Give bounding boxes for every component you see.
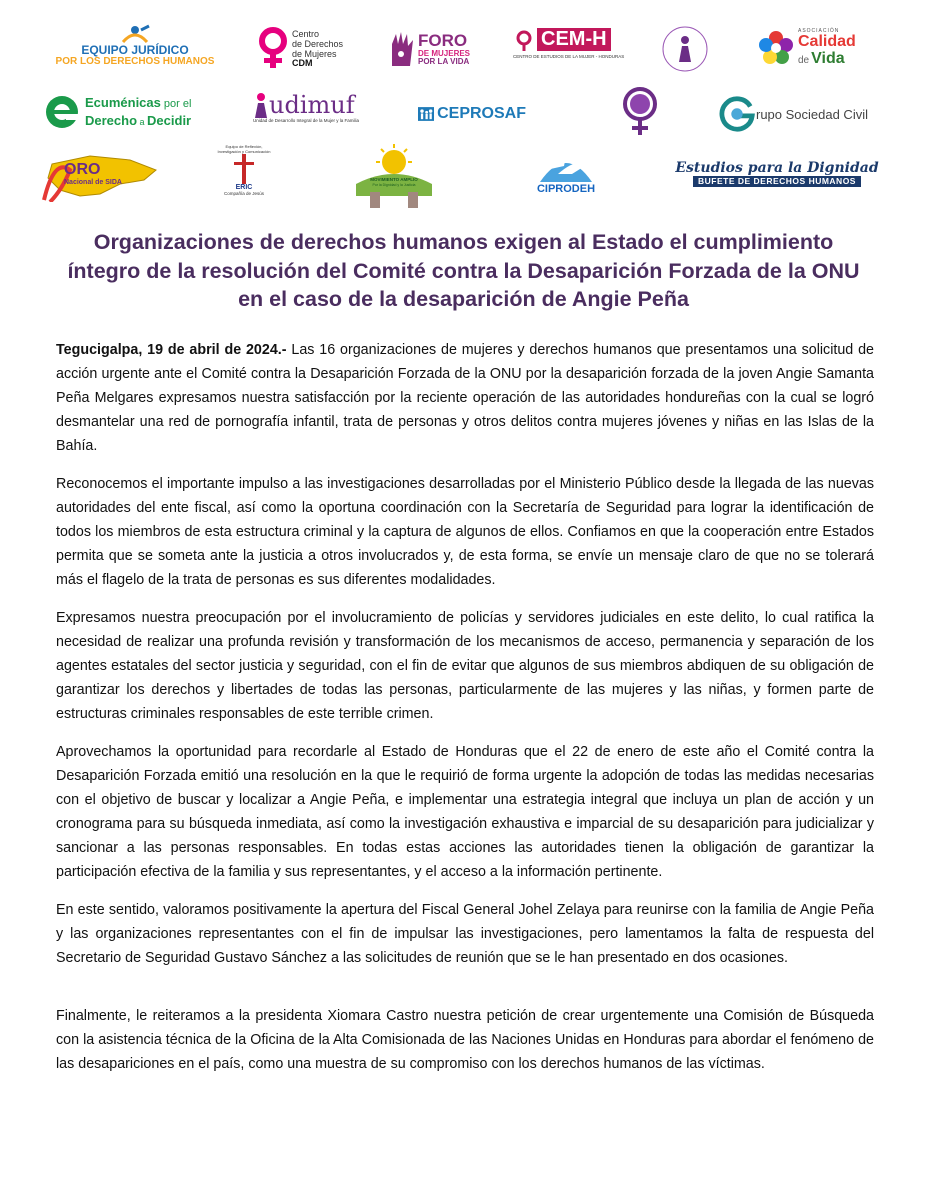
logo-ciprodeh — [526, 150, 606, 204]
cdm-line2: de Derechos — [292, 39, 344, 50]
calidad-flower-icon — [758, 30, 794, 66]
movimiento-line1: MOVIMIENTO AMPLIO — [370, 177, 418, 182]
udimuf-figure-icon — [253, 92, 269, 118]
ecumenicas-e-icon — [44, 94, 80, 130]
foro-sida-line1: ORO — [64, 161, 101, 178]
estudios-line1: Estudios para la Dignidad — [675, 160, 879, 176]
women-circle-icon — [660, 24, 710, 74]
sociedad-name: rupo Sociedad Civil — [755, 106, 868, 122]
logo-equipo-juridico — [55, 24, 215, 72]
logo-eric — [216, 144, 272, 210]
logo-foro-nacional-sida — [40, 150, 158, 202]
estudios-line2: BUFETE DE DERECHOS HUMANOS — [693, 176, 861, 187]
calidad-line3: Vida — [811, 50, 845, 67]
paragraph-6: Finalmente, le reiteramos a la presidenta Xiomara Castro nuestra petición de crear urgentemente una Comisión de Búsqueda con la asistencia técnica de la Oficina de la Alta Comisionada de las Naciones Unidas en Honduras para abordar el fenómeno de las desapariciones en el país, como una muestra de su compromiso con los derechos humanos de las víctimas. — [56, 1008, 874, 1072]
equipo-juridico-line1: EQUIPO JURÍDICO — [81, 43, 189, 57]
venus-symbol-icon — [618, 86, 662, 138]
paragraph-4: Aprovechamos la oportunidad para recordarle al Estado de Honduras que el 22 de enero de este año el Comité contra la Desaparición Forzada emitió una resolución en la que le requirió de forma urgente la adopción de todas las medidas necesarias con el objetivo de buscar y localizar a Angie Peña, e implementar una estrategia integral que incluya un plan de acción y un cronograma para su búsqueda inmediata, así como la investigación exhaustiva e imparcial de su desaparición para judicializar y sancionar a las personas responsables. En todas estas acciones las autoridades tienen la obligación de garantizar la participación efectiva de la familia y sus representantes, y el acceso a la información pertinente. — [56, 744, 874, 880]
page-title: Organizaciones de derechos humanos exigen al Estado el cumplimiento íntegro de la resolución del Comité contra la Desaparición Forzada de la ONU en el caso de la desaparición de Angie Peña — [67, 230, 860, 311]
udimuf-subtitle: Unidad de Desarrollo Integral de la Mujer y la Familia — [253, 118, 360, 123]
logo-ceprosaf — [418, 100, 526, 128]
foro-sida-line2: Nacional de SIDA — [64, 178, 122, 186]
foro-mujeres-line2: DE MUJERES — [418, 48, 471, 58]
ecumenicas-word: Ecuménicas — [85, 95, 161, 110]
press-release-body — [56, 338, 874, 1090]
cdm-line1: Centro — [292, 29, 320, 40]
cem-h-name: CEM-H — [537, 28, 611, 51]
logo-cdm — [258, 24, 358, 74]
foro-hand-icon — [386, 30, 416, 68]
logo-grupo-sociedad-civil — [718, 94, 868, 134]
eric-cross-icon — [232, 154, 256, 184]
paragraph-3: Expresamos nuestra preocupación por el involucramiento de policías y servidores judiciales en este delito, lo cual ratifica la necesidad de realizar una profunda revisión y transformación de los mecanismos de acceso, permanencia y separación de los agentes estatales del sector justicia y seguridad, con el fin de evitar que algunos de sus miembros abdiquen de su obligación de garantizar los derechos y libertades de todas las personas, particularmente de las mujeres y las niñas, y formen parte de estructuras criminales responsables de este terrible crimen. — [56, 610, 874, 722]
paragraph-5: En este sentido, valoramos positivamente la apertura del Fiscal General Johel Zelaya para reunirse con la familia de Angie Peña y las organizaciones representantes con el fin de impulsar las investigaciones, pero lamentamos la falta de respuesta del Secretario de Seguridad Gustavo Sánchez a las solicitudes de reunión que se le han presentado en dos ocasiones. — [56, 902, 874, 966]
cdm-line3: de Mujeres — [292, 49, 337, 60]
foro-mujeres-line1: FORO — [418, 30, 468, 50]
logo-estudios-dignidad — [675, 160, 879, 194]
movimiento-sun-icon — [352, 142, 436, 210]
calidad-small: ASOCIACIÓN — [798, 28, 840, 35]
eric-top1: Equipo de Reflexión, — [225, 144, 263, 149]
ecumenicas-decidir: Decidir — [147, 113, 192, 128]
equipo-juridico-line2: POR LOS DERECHOS HUMANOS — [55, 55, 215, 67]
logo-cem-h — [513, 28, 623, 70]
eric-top2: Investigación y Comunicación — [217, 149, 271, 154]
movimiento-line2: Por la Dignidad y la Justicia — [372, 182, 416, 187]
logo-udimuf — [253, 92, 365, 134]
cem-h-venus-icon — [513, 29, 535, 51]
paragraph-2: Reconocemos el importante impulso a las investigaciones desarrolladas por el Ministerio Público desde la llegada de las nuevas autoridades del ente fiscal, así como la oportuna coordinación con la Secretaría de Seguridad para lograr la identificación de todos los miembros de esta estructura criminal y la captura de algunos de ellos. Confiamos en que la cooperación entre Estados permita que se someta ante la justicia a otros involucrados y, de esta forma, se envíe un mensaje claro de que no se tolerará más el flagelo de la trata de personas es sus diferentes modalidades. — [56, 476, 874, 588]
calidad-line2: de — [798, 55, 810, 66]
logo-movimiento-amplio — [352, 142, 436, 210]
equipo-juridico-emblem — [115, 24, 155, 44]
cdm-venus-icon — [258, 26, 288, 72]
eric-bottom: Compañía de Jesús — [223, 191, 265, 197]
calidad-line1: Calidad — [798, 33, 856, 51]
cem-h-subtitle: CENTRO DE ESTUDIOS DE LA MUJER - HONDURAS — [513, 54, 625, 59]
ecumenicas-por-el: por el — [160, 98, 192, 110]
dateline: Tegucigalpa, 19 de abril de 2024.- — [56, 342, 287, 358]
logo-women-symbol — [618, 86, 662, 138]
foro-mujeres-line3: POR LA VIDA — [418, 56, 470, 66]
ciprodeh-dove-icon — [536, 150, 596, 184]
ceprosaf-family-icon — [418, 102, 434, 126]
ecumenicas-derecho: Derecho — [85, 113, 138, 128]
ceprosaf-name: CEPROSAF — [437, 104, 526, 122]
eric-name: ERIC — [235, 184, 253, 191]
paragraph-1 — [56, 338, 874, 458]
udimuf-name: udimuf — [269, 91, 355, 119]
logo-calidad-de-vida — [758, 24, 858, 72]
logo-foro-mujeres — [386, 28, 491, 70]
sociedad-g-icon — [718, 94, 756, 134]
ciprodeh-name: CIPRODEH — [536, 183, 596, 195]
paragraph-1-text: Las 16 organizaciones de mujeres y derechos humanos que presentamos una solicitud de acción urgente ante el Comité contra la Desaparición Forzada de la ONU por la desaparición forzada de la joven Angie Samanta Peña Melgares expresamos nuestra satisfacción por la reciente operación de las autoridades hondureñas con la cual se logró desmantelar una red de pornografía infantil, trata de personas y otros delitos contra mujeres jóvenes y niñas en las Islas de la Bahía. — [56, 342, 874, 454]
ecumenicas-a: a — [137, 117, 148, 127]
logo-ecumenicas — [44, 92, 204, 132]
cdm-line4: CDM — [292, 58, 313, 69]
logo-movimiento-mujeres-paz — [660, 24, 710, 74]
